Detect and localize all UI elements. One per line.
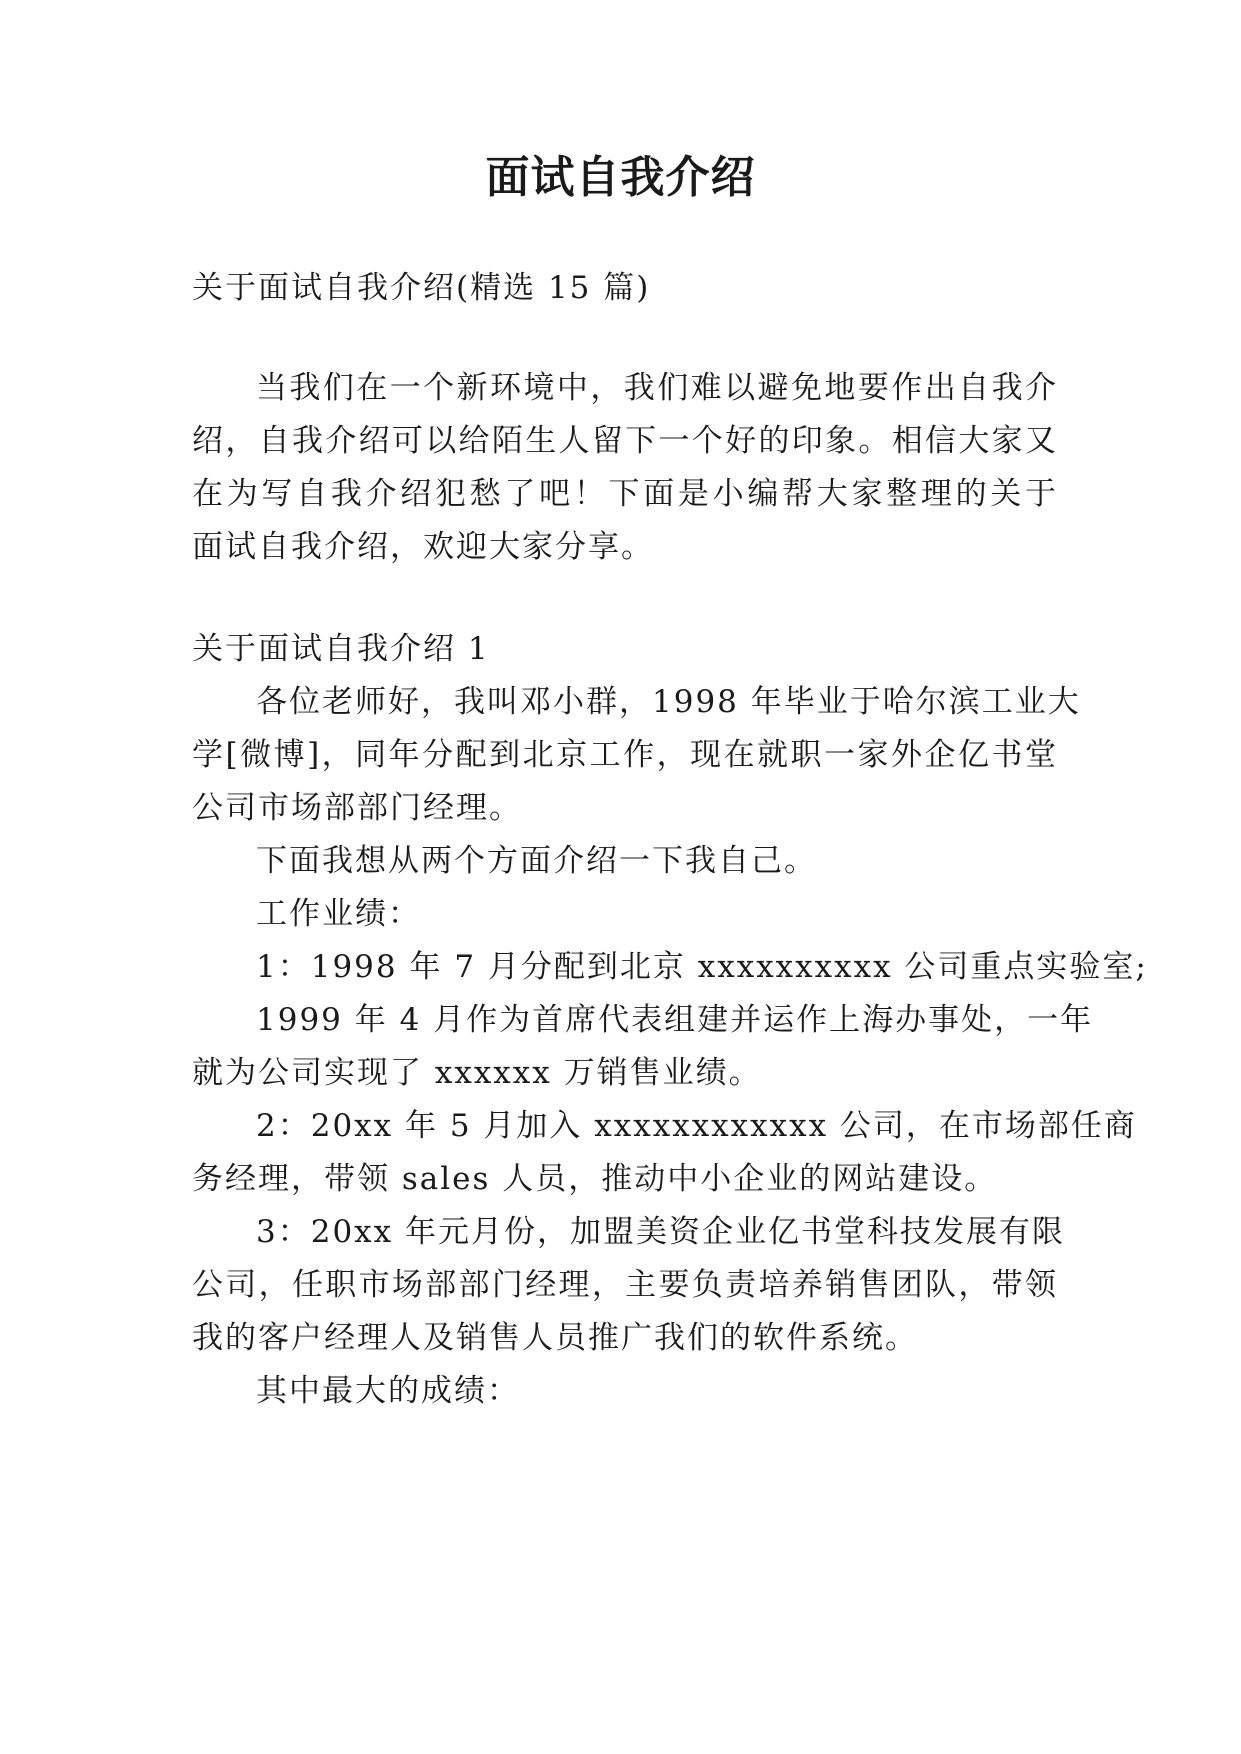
intro-line-2: 绍，自我介绍可以给陌生人留下一个好的印象。相信大家又: [192, 423, 1058, 459]
intro-line-4: 面试自我介绍，欢迎大家分享。: [192, 529, 654, 565]
section-line-5: 工作业绩：: [256, 896, 421, 932]
intro-line-1: 当我们在一个新环境中，我们难以避免地要作出自我介: [256, 370, 1058, 406]
section-line-2: 学[微博]，同年分配到北京工作，现在就职一家外企亿书堂: [192, 737, 1058, 773]
section-line-13: 我的客户经理人及销售人员推广我们的软件系统。: [192, 1320, 918, 1356]
section-line-11: 3：20xx 年元月份，加盟美资企业亿书堂科技发展有限: [256, 1214, 1065, 1250]
section-line-14: 其中最大的成绩：: [256, 1373, 520, 1409]
section-line-3: 公司市场部部门经理。: [192, 790, 522, 826]
intro-line-3: 在为写自我介绍犯愁了吧！下面是小编帮大家整理的关于: [192, 476, 1058, 512]
section-line-10: 务经理，带领 sales 人员，推动中小企业的网站建设。: [192, 1161, 998, 1197]
section-line-1: 各位老师好，我叫邓小群，1998 年毕业于哈尔滨工业大: [256, 684, 1081, 720]
section-line-8: 就为公司实现了 xxxxxx 万销售业绩。: [192, 1055, 762, 1091]
section-line-9: 2：20xx 年 5 月加入 xxxxxxxxxxxx 公司，在市场部任商: [256, 1108, 1137, 1144]
section-line-7: 1999 年 4 月作为首席代表组建并运作上海办事处，一年: [256, 1002, 1094, 1038]
document-title: 面试自我介绍: [485, 152, 756, 203]
section-line-4: 下面我想从两个方面介绍一下我自己。: [256, 843, 817, 879]
document-subtitle: 关于面试自我介绍(精选 15 篇): [192, 270, 651, 306]
section-heading: 关于面试自我介绍 1: [192, 631, 490, 667]
section-line-6: 1：1998 年 7 月分配到北京 xxxxxxxxxx 公司重点实验室;: [256, 949, 1148, 985]
section-line-12: 公司，任职市场部部门经理，主要负责培养销售团队，带领: [192, 1267, 1058, 1303]
